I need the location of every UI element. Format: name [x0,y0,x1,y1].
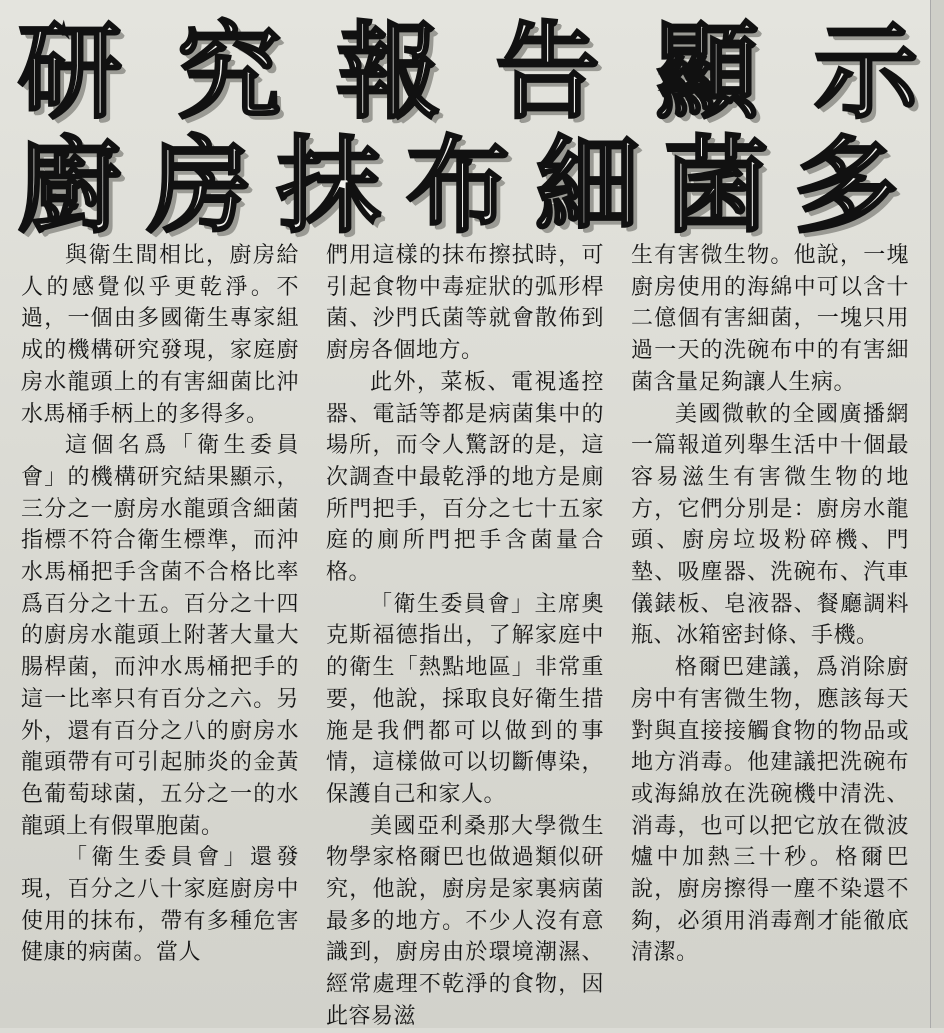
headline-char: 廚 [18,124,123,247]
paragraph: 「衛生委員會」還發現，百分之八十家庭廚房中使用的抹布，帶有多種危害健康的病菌。當人 [21,845,299,966]
paragraph: 「衛生委員會」主席奧克斯福德指出，了解家庭中的衛生「熱點地區」非常重要，他說，採取良好衛生措施是我們都可以做到的事情，這樣做可以切斷傳染，保護自己和家人。 [326,591,604,807]
paragraph: 與衛生間相比，廚房給人的感覺似乎更乾淨。不過，一個由多國衛生專家組成的機構研究發現，家庭廚房水龍頭上的有害細菌比沖水馬桶手柄上的多得多。 [21,243,299,427]
article-column-1 [21,240,299,969]
headline-char: 多 [793,124,898,247]
paragraph: 美國微軟的全國廣播網一篇報道列舉生活中十個最容易滋生有害微生物的地方，它們分別是：廚房水龍頭、廚房垃圾粉碎機、門墊、吸塵器、洗碗布、汽車儀錶板、皂液器、餐廳調料瓶、冰箱密封條、手機。 [631,401,909,649]
adjacent-article-edge [930,0,944,1028]
headline-char: 細 [535,124,640,247]
headline-char: 抹 [276,124,381,247]
article-column-3 [631,240,909,969]
paragraph: 這個名爲「衛生委員會」的機構研究結果顯示，三分之一廚房水龍頭含細菌指標不符合衛生標準，而沖水馬桶把手含菌不合格比率爲百分之十五。百分之十四的廚房水龍頭上附著大量大腸桿菌，而沖水馬桶把手的這一比率只有百分之六。另外，還有百分之八的廚房水龍頭帶有可引起肺炎的金黃色葡萄球菌，五分之一的水龍頭上有假單胞菌。 [21,433,299,839]
headline-char: 房 [147,124,252,247]
headline-line-2 [18,124,898,247]
headline-char: 顯 [654,10,759,133]
headline-char: 告 [495,10,600,133]
article-column-2 [326,240,604,1033]
paragraph: 此外，菜板、電視遙控器、電話等都是病菌集中的場所，而令人驚訝的是，這次調查中最乾淨的地方是廁所門把手，百分之七十五家庭的廁所門把手含菌量合格。 [326,369,604,586]
headline-char: 究 [177,10,282,133]
paragraph: 美國亞利桑那大學微生物學家格爾巴也做過類似研究，他說，廚房是家裏病菌最多的地方。不少人沒有意識到，廚房由於環境潮濕、經常處理不乾淨的食物，因此容易滋 [326,813,604,1029]
paragraph: 格爾巴建議，爲消除廚房中有害微生物，應該每天對與直接接觸食物的物品或地方消毒。他建議把洗碗布或海綿放在洗碗機中清洗、消毒，也可以把它放在微波爐中加熱三十秒。格爾巴說，廚房擦得一塵不染還不夠，必須用消毒劑才能徹底清潔。 [631,655,909,966]
headline-line-1 [18,10,918,133]
headline-char: 示 [813,10,918,133]
headline-char: 報 [336,10,441,133]
paragraph: 生有害微生物。他說，一塊廚房使用的海綿中可以含十二億個有害細菌，一塊只用過一天的洗碗布中的有害細菌含量足夠讓人生病。 [631,243,909,395]
headline-char: 布 [405,124,510,247]
headline-char: 研 [18,10,123,133]
paragraph: 們用這樣的抹布擦拭時，可引起食物中毒症狀的弧形桿菌、沙門氏菌等就會散佈到廚房各個地方。 [326,243,604,364]
headline-char: 菌 [664,124,769,247]
